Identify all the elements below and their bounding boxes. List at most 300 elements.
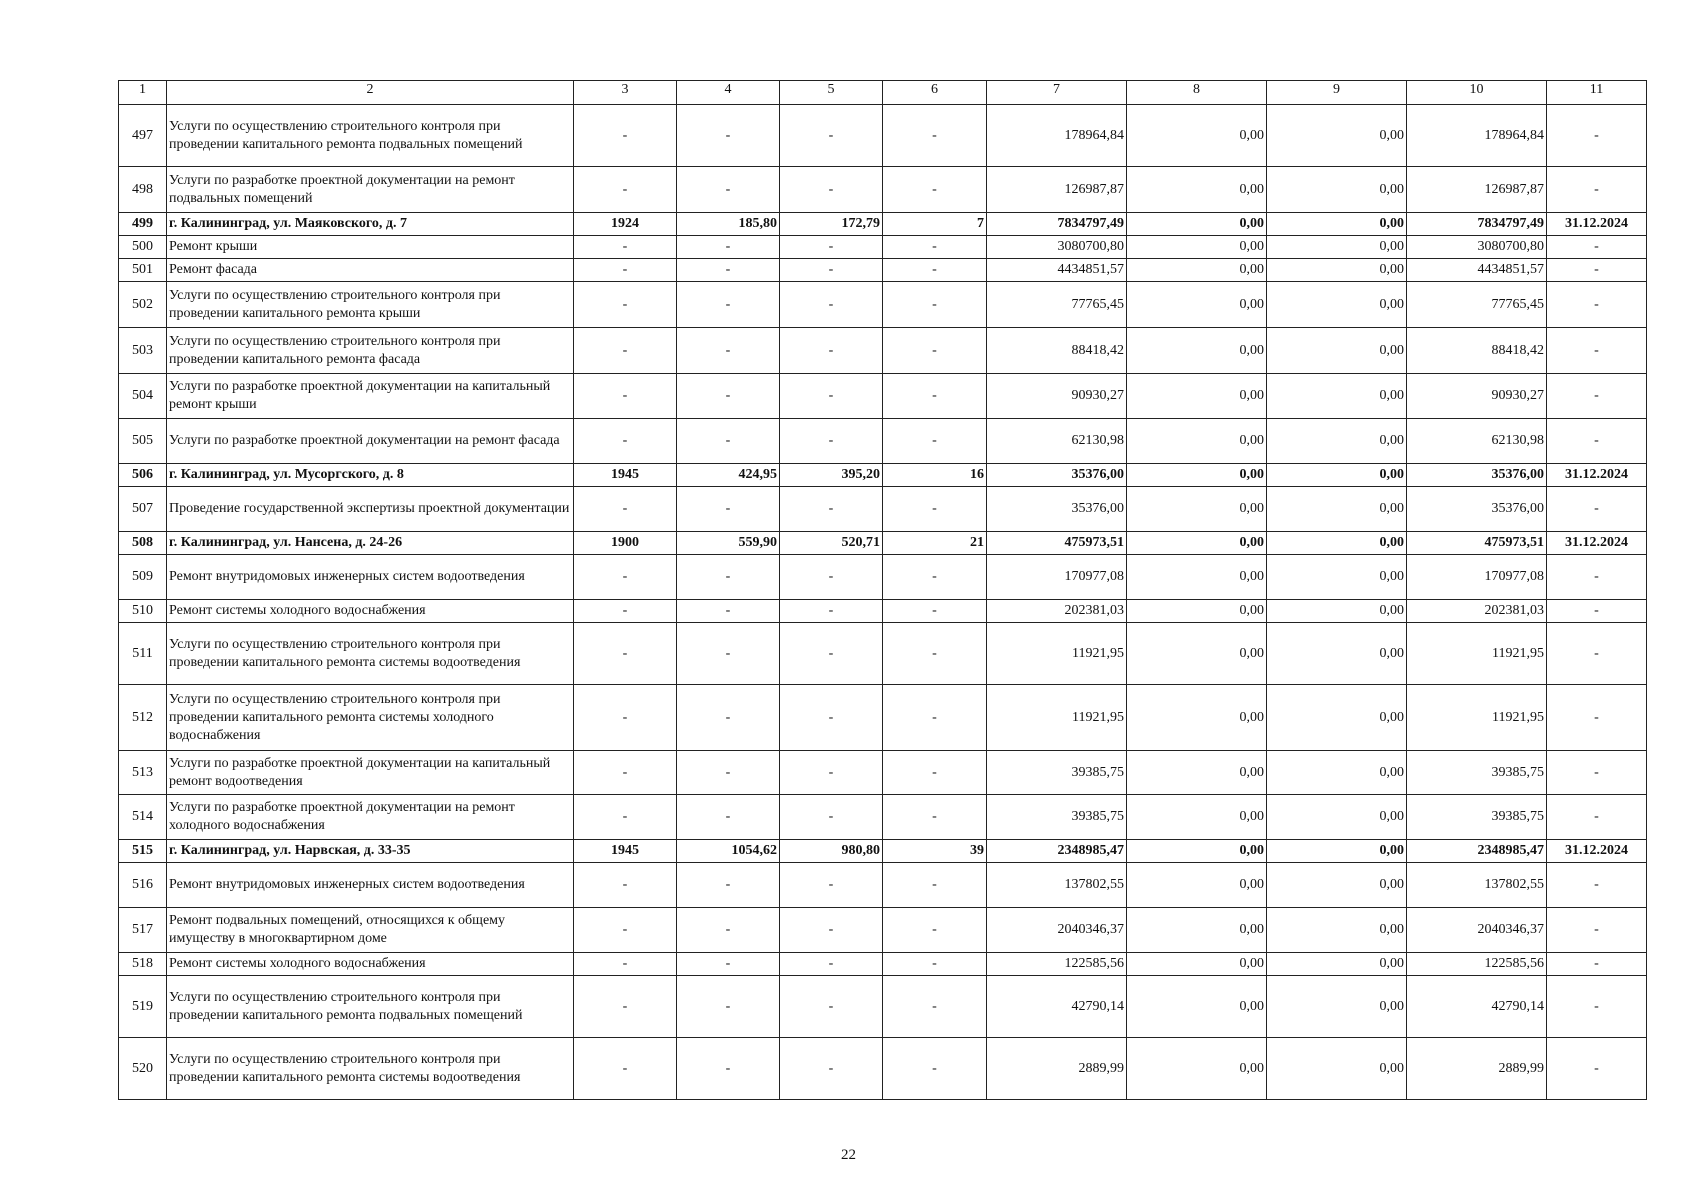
deadline-cell: - bbox=[1547, 167, 1647, 213]
area-living-cell: - bbox=[780, 555, 883, 600]
area-living-cell: - bbox=[780, 953, 883, 976]
work-name-cell: Ремонт системы холодного водоснабжения bbox=[167, 600, 574, 623]
deadline-cell: - bbox=[1547, 105, 1647, 167]
header-cell: 6 bbox=[883, 81, 987, 105]
work-name-cell: Ремонт внутридомовых инженерных систем водоотведения bbox=[167, 555, 574, 600]
fund-owners-cell: 122585,56 bbox=[1407, 953, 1547, 976]
work-name-cell: Ремонт фасада bbox=[167, 259, 574, 282]
header-cell: 4 bbox=[677, 81, 780, 105]
area-total-cell: 559,90 bbox=[677, 532, 780, 555]
cost-total-cell: 7834797,49 bbox=[987, 213, 1127, 236]
area-living-cell: - bbox=[780, 236, 883, 259]
works-table bbox=[118, 80, 1647, 1100]
table-row bbox=[119, 282, 1647, 328]
deadline-cell: - bbox=[1547, 555, 1647, 600]
fund-b-cell: 0,00 bbox=[1267, 1038, 1407, 1100]
fund-owners-cell: 178964,84 bbox=[1407, 105, 1547, 167]
cost-total-cell: 122585,56 bbox=[987, 953, 1127, 976]
area-total-cell: - bbox=[677, 1038, 780, 1100]
work-name-cell: Услуги по осуществлению строительного контроля при проведении капитального ремонта подвальных помещений bbox=[167, 976, 574, 1038]
row-number-cell: 497 bbox=[119, 105, 167, 167]
table-row bbox=[119, 795, 1647, 840]
work-name-cell: Услуги по осуществлению строительного контроля при проведении капитального ремонта системы водоотведения bbox=[167, 1038, 574, 1100]
cost-total-cell: 202381,03 bbox=[987, 600, 1127, 623]
deadline-cell: - bbox=[1547, 908, 1647, 953]
fund-a-cell: 0,00 bbox=[1127, 623, 1267, 685]
fund-owners-cell: 3080700,80 bbox=[1407, 236, 1547, 259]
area-total-cell: - bbox=[677, 751, 780, 795]
area-total-cell: - bbox=[677, 953, 780, 976]
fund-b-cell: 0,00 bbox=[1267, 863, 1407, 908]
area-total-cell: 185,80 bbox=[677, 213, 780, 236]
area-total-cell: 1054,62 bbox=[677, 840, 780, 863]
residents-cell: - bbox=[883, 751, 987, 795]
cost-total-cell: 2889,99 bbox=[987, 1038, 1127, 1100]
fund-owners-cell: 39385,75 bbox=[1407, 751, 1547, 795]
fund-owners-cell: 2348985,47 bbox=[1407, 840, 1547, 863]
area-total-cell: - bbox=[677, 623, 780, 685]
fund-a-cell: 0,00 bbox=[1127, 105, 1267, 167]
table-row bbox=[119, 1038, 1647, 1100]
deadline-cell: - bbox=[1547, 953, 1647, 976]
fund-owners-cell: 7834797,49 bbox=[1407, 213, 1547, 236]
area-living-cell: - bbox=[780, 282, 883, 328]
area-living-cell: 520,71 bbox=[780, 532, 883, 555]
work-name-cell: Услуги по разработке проектной документации на ремонт подвальных помещений bbox=[167, 167, 574, 213]
year-cell: - bbox=[574, 863, 677, 908]
residents-cell: - bbox=[883, 908, 987, 953]
table-row bbox=[119, 840, 1647, 863]
fund-b-cell: 0,00 bbox=[1267, 908, 1407, 953]
fund-owners-cell: 42790,14 bbox=[1407, 976, 1547, 1038]
area-total-cell: - bbox=[677, 419, 780, 464]
area-living-cell: 172,79 bbox=[780, 213, 883, 236]
year-cell: - bbox=[574, 953, 677, 976]
area-living-cell: - bbox=[780, 487, 883, 532]
residents-cell: - bbox=[883, 600, 987, 623]
residents-cell: - bbox=[883, 863, 987, 908]
deadline-cell: - bbox=[1547, 282, 1647, 328]
fund-owners-cell: 137802,55 bbox=[1407, 863, 1547, 908]
residents-cell: - bbox=[883, 1038, 987, 1100]
table-row bbox=[119, 976, 1647, 1038]
fund-a-cell: 0,00 bbox=[1127, 953, 1267, 976]
deadline-cell: - bbox=[1547, 976, 1647, 1038]
deadline-cell: - bbox=[1547, 623, 1647, 685]
fund-b-cell: 0,00 bbox=[1267, 555, 1407, 600]
year-cell: 1900 bbox=[574, 532, 677, 555]
fund-a-cell: 0,00 bbox=[1127, 840, 1267, 863]
fund-b-cell: 0,00 bbox=[1267, 840, 1407, 863]
header-cell: 11 bbox=[1547, 81, 1647, 105]
table-row bbox=[119, 213, 1647, 236]
area-living-cell: - bbox=[780, 328, 883, 374]
fund-b-cell: 0,00 bbox=[1267, 419, 1407, 464]
residents-cell: - bbox=[883, 259, 987, 282]
fund-b-cell: 0,00 bbox=[1267, 976, 1407, 1038]
fund-a-cell: 0,00 bbox=[1127, 532, 1267, 555]
area-living-cell: - bbox=[780, 976, 883, 1038]
fund-b-cell: 0,00 bbox=[1267, 795, 1407, 840]
work-name-cell: Ремонт внутридомовых инженерных систем водоотведения bbox=[167, 863, 574, 908]
table-row bbox=[119, 600, 1647, 623]
work-name-cell: Услуги по разработке проектной документации на капитальный ремонт крыши bbox=[167, 374, 574, 419]
work-name-cell: Ремонт крыши bbox=[167, 236, 574, 259]
work-name-cell: Проведение государственной экспертизы проектной документации bbox=[167, 487, 574, 532]
table-row bbox=[119, 236, 1647, 259]
header-cell: 7 bbox=[987, 81, 1127, 105]
area-living-cell: - bbox=[780, 167, 883, 213]
work-name-cell: Ремонт подвальных помещений, относящихся к общему имуществу в многоквартирном доме bbox=[167, 908, 574, 953]
cost-total-cell: 42790,14 bbox=[987, 976, 1127, 1038]
table-row bbox=[119, 623, 1647, 685]
row-number-cell: 514 bbox=[119, 795, 167, 840]
cost-total-cell: 137802,55 bbox=[987, 863, 1127, 908]
area-living-cell: - bbox=[780, 908, 883, 953]
work-name-cell: Услуги по осуществлению строительного контроля при проведении капитального ремонта системы холодного водоснабжения bbox=[167, 685, 574, 751]
work-name-cell: Услуги по осуществлению строительного контроля при проведении капитального ремонта подвальных помещений bbox=[167, 105, 574, 167]
area-living-cell: - bbox=[780, 795, 883, 840]
table-row bbox=[119, 105, 1647, 167]
area-total-cell: - bbox=[677, 555, 780, 600]
residents-cell: - bbox=[883, 105, 987, 167]
residents-cell: 7 bbox=[883, 213, 987, 236]
residents-cell: - bbox=[883, 487, 987, 532]
row-number-cell: 498 bbox=[119, 167, 167, 213]
row-number-cell: 515 bbox=[119, 840, 167, 863]
fund-owners-cell: 62130,98 bbox=[1407, 419, 1547, 464]
year-cell: - bbox=[574, 751, 677, 795]
deadline-cell: 31.12.2024 bbox=[1547, 464, 1647, 487]
area-total-cell: - bbox=[677, 976, 780, 1038]
work-name-cell: Услуги по осуществлению строительного контроля при проведении капитального ремонта крыши bbox=[167, 282, 574, 328]
area-living-cell: - bbox=[780, 105, 883, 167]
fund-a-cell: 0,00 bbox=[1127, 976, 1267, 1038]
table-row bbox=[119, 167, 1647, 213]
row-number-cell: 507 bbox=[119, 487, 167, 532]
fund-b-cell: 0,00 bbox=[1267, 685, 1407, 751]
row-number-cell: 503 bbox=[119, 328, 167, 374]
cost-total-cell: 88418,42 bbox=[987, 328, 1127, 374]
fund-owners-cell: 35376,00 bbox=[1407, 487, 1547, 532]
year-cell: - bbox=[574, 1038, 677, 1100]
cost-total-cell: 2040346,37 bbox=[987, 908, 1127, 953]
header-cell: 1 bbox=[119, 81, 167, 105]
year-cell: - bbox=[574, 374, 677, 419]
cost-total-cell: 178964,84 bbox=[987, 105, 1127, 167]
work-name-cell: Услуги по разработке проектной документации на ремонт холодного водоснабжения bbox=[167, 795, 574, 840]
fund-a-cell: 0,00 bbox=[1127, 908, 1267, 953]
fund-owners-cell: 4434851,57 bbox=[1407, 259, 1547, 282]
area-living-cell: - bbox=[780, 863, 883, 908]
header-cell: 2 bbox=[167, 81, 574, 105]
year-cell: - bbox=[574, 236, 677, 259]
fund-b-cell: 0,00 bbox=[1267, 282, 1407, 328]
header-cell: 3 bbox=[574, 81, 677, 105]
area-living-cell: - bbox=[780, 685, 883, 751]
area-total-cell: - bbox=[677, 487, 780, 532]
residents-cell: - bbox=[883, 419, 987, 464]
header-cell: 5 bbox=[780, 81, 883, 105]
year-cell: - bbox=[574, 976, 677, 1038]
row-number-cell: 517 bbox=[119, 908, 167, 953]
year-cell: - bbox=[574, 555, 677, 600]
work-name-cell: г. Калининград, ул. Нансена, д. 24-26 bbox=[167, 532, 574, 555]
residents-cell: - bbox=[883, 953, 987, 976]
year-cell: - bbox=[574, 600, 677, 623]
fund-owners-cell: 39385,75 bbox=[1407, 795, 1547, 840]
deadline-cell: 31.12.2024 bbox=[1547, 213, 1647, 236]
row-number-cell: 519 bbox=[119, 976, 167, 1038]
residents-cell: 21 bbox=[883, 532, 987, 555]
deadline-cell: - bbox=[1547, 795, 1647, 840]
area-total-cell: - bbox=[677, 908, 780, 953]
fund-a-cell: 0,00 bbox=[1127, 419, 1267, 464]
fund-a-cell: 0,00 bbox=[1127, 213, 1267, 236]
fund-owners-cell: 35376,00 bbox=[1407, 464, 1547, 487]
cost-total-cell: 90930,27 bbox=[987, 374, 1127, 419]
table-row bbox=[119, 259, 1647, 282]
deadline-cell: 31.12.2024 bbox=[1547, 840, 1647, 863]
deadline-cell: - bbox=[1547, 419, 1647, 464]
table-row bbox=[119, 685, 1647, 751]
area-living-cell: - bbox=[780, 374, 883, 419]
area-living-cell: 395,20 bbox=[780, 464, 883, 487]
fund-a-cell: 0,00 bbox=[1127, 487, 1267, 532]
deadline-cell: - bbox=[1547, 751, 1647, 795]
header-row bbox=[119, 81, 1647, 105]
header-cell: 8 bbox=[1127, 81, 1267, 105]
work-name-cell: Услуги по осуществлению строительного контроля при проведении капитального ремонта системы водоотведения bbox=[167, 623, 574, 685]
deadline-cell: - bbox=[1547, 328, 1647, 374]
residents-cell: 39 bbox=[883, 840, 987, 863]
fund-owners-cell: 2889,99 bbox=[1407, 1038, 1547, 1100]
deadline-cell: - bbox=[1547, 685, 1647, 751]
work-name-cell: Услуги по осуществлению строительного контроля при проведении капитального ремонта фасада bbox=[167, 328, 574, 374]
row-number-cell: 504 bbox=[119, 374, 167, 419]
fund-owners-cell: 88418,42 bbox=[1407, 328, 1547, 374]
row-number-cell: 500 bbox=[119, 236, 167, 259]
cost-total-cell: 35376,00 bbox=[987, 487, 1127, 532]
year-cell: - bbox=[574, 259, 677, 282]
area-total-cell: - bbox=[677, 167, 780, 213]
year-cell: - bbox=[574, 419, 677, 464]
residents-cell: - bbox=[883, 328, 987, 374]
row-number-cell: 516 bbox=[119, 863, 167, 908]
fund-b-cell: 0,00 bbox=[1267, 259, 1407, 282]
deadline-cell: - bbox=[1547, 374, 1647, 419]
page-number: 22 bbox=[841, 1147, 856, 1163]
residents-cell: 16 bbox=[883, 464, 987, 487]
row-number-cell: 513 bbox=[119, 751, 167, 795]
row-number-cell: 518 bbox=[119, 953, 167, 976]
residents-cell: - bbox=[883, 685, 987, 751]
residents-cell: - bbox=[883, 795, 987, 840]
fund-b-cell: 0,00 bbox=[1267, 532, 1407, 555]
work-name-cell: Ремонт системы холодного водоснабжения bbox=[167, 953, 574, 976]
table-row bbox=[119, 863, 1647, 908]
fund-b-cell: 0,00 bbox=[1267, 600, 1407, 623]
table-row bbox=[119, 464, 1647, 487]
residents-cell: - bbox=[883, 555, 987, 600]
fund-b-cell: 0,00 bbox=[1267, 623, 1407, 685]
area-total-cell: - bbox=[677, 236, 780, 259]
table-row bbox=[119, 328, 1647, 374]
table-row bbox=[119, 908, 1647, 953]
table-row bbox=[119, 555, 1647, 600]
deadline-cell: - bbox=[1547, 236, 1647, 259]
year-cell: - bbox=[574, 105, 677, 167]
residents-cell: - bbox=[883, 282, 987, 328]
area-total-cell: - bbox=[677, 282, 780, 328]
deadline-cell: - bbox=[1547, 259, 1647, 282]
fund-a-cell: 0,00 bbox=[1127, 685, 1267, 751]
header-cell: 10 bbox=[1407, 81, 1547, 105]
cost-total-cell: 126987,87 bbox=[987, 167, 1127, 213]
row-number-cell: 510 bbox=[119, 600, 167, 623]
fund-b-cell: 0,00 bbox=[1267, 236, 1407, 259]
fund-owners-cell: 475973,51 bbox=[1407, 532, 1547, 555]
deadline-cell: - bbox=[1547, 1038, 1647, 1100]
year-cell: - bbox=[574, 487, 677, 532]
fund-owners-cell: 11921,95 bbox=[1407, 623, 1547, 685]
area-total-cell: - bbox=[677, 328, 780, 374]
work-name-cell: Услуги по разработке проектной документации на капитальный ремонт водоотведения bbox=[167, 751, 574, 795]
area-living-cell: - bbox=[780, 600, 883, 623]
area-total-cell: 424,95 bbox=[677, 464, 780, 487]
fund-a-cell: 0,00 bbox=[1127, 374, 1267, 419]
fund-b-cell: 0,00 bbox=[1267, 953, 1407, 976]
area-total-cell: - bbox=[677, 259, 780, 282]
area-total-cell: - bbox=[677, 374, 780, 419]
cost-total-cell: 11921,95 bbox=[987, 685, 1127, 751]
deadline-cell: - bbox=[1547, 487, 1647, 532]
work-name-cell: г. Калининград, ул. Маяковского, д. 7 bbox=[167, 213, 574, 236]
cost-total-cell: 77765,45 bbox=[987, 282, 1127, 328]
area-total-cell: - bbox=[677, 105, 780, 167]
year-cell: - bbox=[574, 282, 677, 328]
work-name-cell: г. Калининград, ул. Мусоргского, д. 8 bbox=[167, 464, 574, 487]
fund-a-cell: 0,00 bbox=[1127, 751, 1267, 795]
fund-a-cell: 0,00 bbox=[1127, 600, 1267, 623]
area-living-cell: - bbox=[780, 1038, 883, 1100]
fund-owners-cell: 90930,27 bbox=[1407, 374, 1547, 419]
row-number-cell: 501 bbox=[119, 259, 167, 282]
table-row bbox=[119, 532, 1647, 555]
row-number-cell: 508 bbox=[119, 532, 167, 555]
header-cell: 9 bbox=[1267, 81, 1407, 105]
fund-owners-cell: 202381,03 bbox=[1407, 600, 1547, 623]
fund-b-cell: 0,00 bbox=[1267, 374, 1407, 419]
cost-total-cell: 11921,95 bbox=[987, 623, 1127, 685]
row-number-cell: 505 bbox=[119, 419, 167, 464]
area-total-cell: - bbox=[677, 863, 780, 908]
fund-owners-cell: 11921,95 bbox=[1407, 685, 1547, 751]
fund-b-cell: 0,00 bbox=[1267, 167, 1407, 213]
table-row bbox=[119, 751, 1647, 795]
deadline-cell: - bbox=[1547, 600, 1647, 623]
fund-a-cell: 0,00 bbox=[1127, 1038, 1267, 1100]
year-cell: - bbox=[574, 795, 677, 840]
fund-a-cell: 0,00 bbox=[1127, 259, 1267, 282]
residents-cell: - bbox=[883, 623, 987, 685]
year-cell: - bbox=[574, 685, 677, 751]
year-cell: - bbox=[574, 908, 677, 953]
deadline-cell: 31.12.2024 bbox=[1547, 532, 1647, 555]
cost-total-cell: 62130,98 bbox=[987, 419, 1127, 464]
cost-total-cell: 3080700,80 bbox=[987, 236, 1127, 259]
cost-total-cell: 170977,08 bbox=[987, 555, 1127, 600]
area-total-cell: - bbox=[677, 600, 780, 623]
area-living-cell: 980,80 bbox=[780, 840, 883, 863]
row-number-cell: 502 bbox=[119, 282, 167, 328]
deadline-cell: - bbox=[1547, 863, 1647, 908]
fund-a-cell: 0,00 bbox=[1127, 555, 1267, 600]
fund-owners-cell: 126987,87 bbox=[1407, 167, 1547, 213]
cost-total-cell: 35376,00 bbox=[987, 464, 1127, 487]
row-number-cell: 499 bbox=[119, 213, 167, 236]
row-number-cell: 509 bbox=[119, 555, 167, 600]
fund-b-cell: 0,00 bbox=[1267, 487, 1407, 532]
row-number-cell: 511 bbox=[119, 623, 167, 685]
fund-a-cell: 0,00 bbox=[1127, 328, 1267, 374]
fund-owners-cell: 77765,45 bbox=[1407, 282, 1547, 328]
row-number-cell: 520 bbox=[119, 1038, 167, 1100]
area-total-cell: - bbox=[677, 685, 780, 751]
fund-b-cell: 0,00 bbox=[1267, 105, 1407, 167]
fund-a-cell: 0,00 bbox=[1127, 863, 1267, 908]
residents-cell: - bbox=[883, 167, 987, 213]
cost-total-cell: 39385,75 bbox=[987, 795, 1127, 840]
fund-a-cell: 0,00 bbox=[1127, 464, 1267, 487]
fund-b-cell: 0,00 bbox=[1267, 328, 1407, 374]
work-name-cell: г. Калининград, ул. Нарвская, д. 33-35 bbox=[167, 840, 574, 863]
table-row bbox=[119, 953, 1647, 976]
area-living-cell: - bbox=[780, 259, 883, 282]
cost-total-cell: 39385,75 bbox=[987, 751, 1127, 795]
row-number-cell: 512 bbox=[119, 685, 167, 751]
cost-total-cell: 4434851,57 bbox=[987, 259, 1127, 282]
fund-owners-cell: 2040346,37 bbox=[1407, 908, 1547, 953]
cost-total-cell: 475973,51 bbox=[987, 532, 1127, 555]
year-cell: - bbox=[574, 623, 677, 685]
year-cell: 1945 bbox=[574, 840, 677, 863]
year-cell: 1924 bbox=[574, 213, 677, 236]
area-living-cell: - bbox=[780, 623, 883, 685]
fund-b-cell: 0,00 bbox=[1267, 751, 1407, 795]
residents-cell: - bbox=[883, 374, 987, 419]
fund-a-cell: 0,00 bbox=[1127, 236, 1267, 259]
year-cell: 1945 bbox=[574, 464, 677, 487]
fund-a-cell: 0,00 bbox=[1127, 282, 1267, 328]
fund-owners-cell: 170977,08 bbox=[1407, 555, 1547, 600]
table-row bbox=[119, 487, 1647, 532]
residents-cell: - bbox=[883, 976, 987, 1038]
fund-a-cell: 0,00 bbox=[1127, 167, 1267, 213]
year-cell: - bbox=[574, 167, 677, 213]
table-row bbox=[119, 374, 1647, 419]
table-row bbox=[119, 419, 1647, 464]
work-name-cell: Услуги по разработке проектной документации на ремонт фасада bbox=[167, 419, 574, 464]
fund-b-cell: 0,00 bbox=[1267, 464, 1407, 487]
fund-a-cell: 0,00 bbox=[1127, 795, 1267, 840]
residents-cell: - bbox=[883, 236, 987, 259]
year-cell: - bbox=[574, 328, 677, 374]
area-total-cell: - bbox=[677, 795, 780, 840]
cost-total-cell: 2348985,47 bbox=[987, 840, 1127, 863]
fund-b-cell: 0,00 bbox=[1267, 213, 1407, 236]
area-living-cell: - bbox=[780, 751, 883, 795]
